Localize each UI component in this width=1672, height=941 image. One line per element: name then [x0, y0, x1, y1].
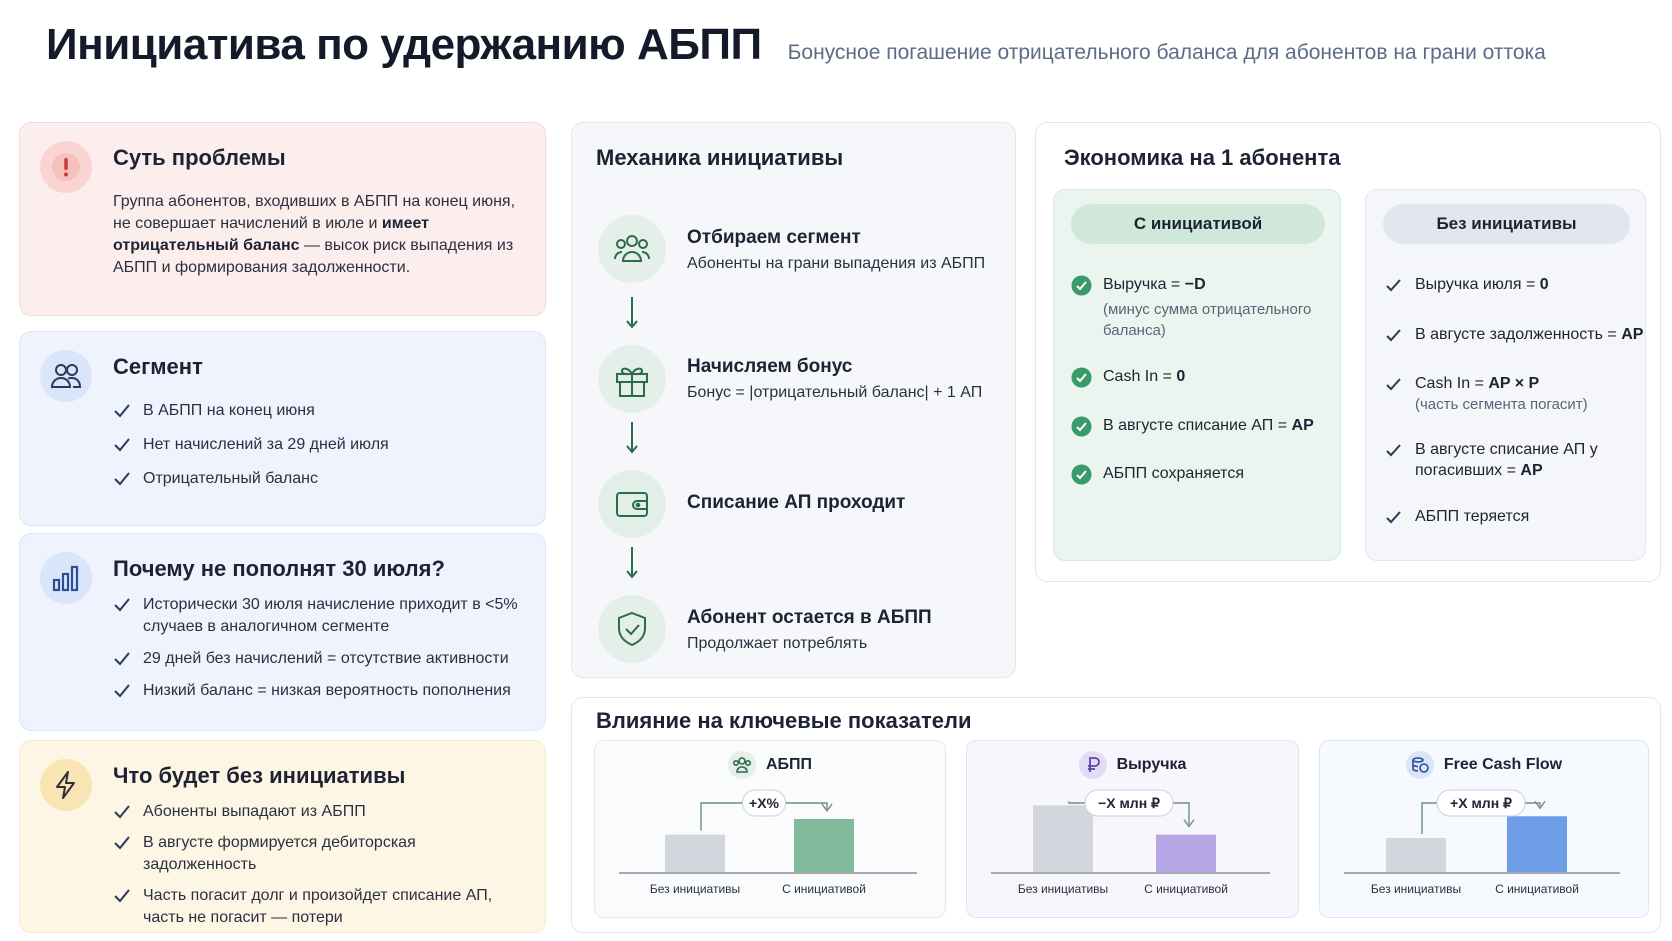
check-icon	[113, 835, 131, 851]
impact-panel-abpp	[594, 740, 946, 918]
check-icon	[113, 437, 131, 453]
list-item: Часть погасит долг и произойдет списание АП, часть не погасит — потери	[113, 885, 533, 929]
segment-title: Сегмент	[113, 354, 203, 379]
users-icon	[598, 215, 666, 283]
bar-without	[1386, 838, 1446, 872]
bar-label: С инициативой	[1495, 882, 1579, 896]
check-circle-icon	[1071, 416, 1092, 437]
arrow-down-icon	[624, 295, 640, 331]
impact-panel-fcf	[1319, 740, 1649, 918]
step-desc: Бонус = |отрицательный баланс| + 1 АП	[687, 384, 983, 401]
econ-item: АБПП сохраняется	[1071, 463, 1244, 484]
without-initiative-pill: Без инициативы	[1383, 204, 1630, 244]
econ-item: Выручка июля = 0	[1383, 274, 1549, 295]
econ-item: В августе задолженность = AP	[1383, 324, 1643, 345]
impact-panel-head: Выручка	[967, 751, 1298, 779]
impact-panel-revenue	[966, 740, 1299, 918]
arrow-down-icon	[624, 420, 640, 456]
impact-panel-head: АБПП	[595, 751, 945, 779]
without-initiative-list	[113, 801, 533, 941]
check-circle-icon	[1071, 275, 1092, 296]
check-icon	[1383, 275, 1404, 296]
bar-label: С инициативой	[1144, 882, 1228, 896]
bar-label: Без инициативы	[649, 882, 741, 896]
delta-label: +X%	[749, 795, 779, 811]
page-title: Инициатива по удержанию АБПП	[46, 20, 762, 69]
step-desc: Продолжает потреблять	[687, 635, 868, 652]
check-icon	[113, 651, 131, 667]
segment-list	[113, 400, 389, 502]
impact-chart	[967, 741, 1298, 917]
econ-item: В августе списание АП у погасивших = AP	[1383, 439, 1613, 481]
list-item: В АБПП на конец июня	[113, 400, 389, 422]
why-title: Почему не пополнят 30 июля?	[113, 556, 445, 581]
why-card	[19, 533, 546, 731]
page-header	[46, 20, 1546, 70]
bar-with	[1156, 835, 1216, 872]
bar-with	[1507, 816, 1567, 872]
check-icon	[113, 403, 131, 419]
bar-label: Без инициативы	[1370, 882, 1462, 896]
with-initiative-pill: С инициативой	[1071, 204, 1325, 244]
bar-chart-icon	[40, 552, 92, 604]
impact-chart	[1320, 741, 1648, 917]
bar-with	[794, 819, 854, 872]
impact-panel-head: Free Cash Flow	[1320, 751, 1648, 779]
problem-card	[19, 122, 546, 316]
step-title: Абонент остается в АБПП	[687, 607, 932, 628]
why-list	[113, 594, 533, 714]
bar-label: Без инициативы	[1017, 882, 1109, 896]
econ-item: Выручка = −D (минус сумма отрицательного баланса)	[1071, 274, 1340, 341]
without-initiative-column	[1365, 189, 1646, 561]
econ-item: В августе списание АП = AP	[1071, 415, 1314, 436]
bar-without	[665, 835, 725, 872]
wallet-icon	[598, 470, 666, 538]
economics-title: Экономика на 1 абонента	[1064, 145, 1341, 170]
with-initiative-column	[1053, 189, 1341, 561]
problem-text: Группа абонентов, входивших в АБПП на конец июня, не совершает начислений в июле и имеет отрицательный баланс — высок риск выпадения из АБПП и формирования задолженности.	[113, 193, 516, 276]
check-circle-icon	[1071, 367, 1092, 388]
check-icon	[1383, 325, 1404, 346]
check-circle-icon	[1071, 464, 1092, 485]
lightning-icon	[40, 759, 92, 811]
step-desc: Абоненты на грани выпадения из АБПП	[687, 255, 986, 272]
list-item: Абоненты выпадают из АБПП	[113, 801, 533, 823]
econ-item: Cash In = 0	[1071, 366, 1185, 387]
impact-card	[571, 697, 1661, 933]
users-icon	[40, 350, 92, 402]
list-item: Низкий баланс = низкая вероятность пополнения	[113, 680, 533, 702]
list-item: В августе формируется дебиторская задолженность	[113, 832, 533, 876]
check-icon	[113, 471, 131, 487]
page-subtitle: Бонусное погашение отрицательного баланса для абонентов на грани оттока	[787, 41, 1546, 64]
arrow-down-icon	[624, 545, 640, 581]
impact-title: Влияние на ключевые показатели	[596, 708, 972, 733]
check-icon	[113, 804, 131, 820]
economics-card	[1035, 122, 1661, 582]
problem-title: Суть проблемы	[113, 145, 286, 170]
check-icon	[1383, 374, 1404, 395]
list-item: Отрицательный баланс	[113, 468, 389, 490]
list-item: 29 дней без начислений = отсутствие активности	[113, 648, 533, 670]
bar-without	[1033, 805, 1093, 872]
step-title: Списание АП проходит	[687, 492, 906, 513]
econ-item: АБПП теряется	[1383, 506, 1529, 527]
step-title: Отбираем сегмент	[687, 227, 861, 248]
mechanics-title: Механика инициативы	[596, 145, 844, 170]
check-icon	[113, 597, 131, 613]
step-title: Начисляем бонус	[687, 356, 853, 377]
check-icon	[113, 888, 131, 904]
list-item: Исторически 30 июля начисление приходит в <5% случаев в аналогичном сегменте	[113, 594, 533, 638]
delta-label: −X млн ₽	[1098, 795, 1160, 811]
list-item: Нет начислений за 29 дней июля	[113, 434, 389, 456]
check-icon	[1383, 440, 1404, 461]
check-icon	[1383, 507, 1404, 528]
gift-icon	[598, 345, 666, 413]
check-icon	[113, 683, 131, 699]
delta-label: +X млн ₽	[1450, 795, 1512, 811]
segment-card	[19, 331, 546, 526]
econ-item: Cash In = AP × P (часть сегмента погасит)	[1383, 373, 1588, 415]
shield-check-icon	[598, 595, 666, 663]
impact-chart	[595, 741, 945, 917]
without-initiative-title: Что будет без инициативы	[113, 763, 406, 788]
mechanics-card	[571, 122, 1016, 678]
exclamation-icon	[40, 141, 92, 193]
bar-label: С инициативой	[782, 882, 866, 896]
without-initiative-card	[19, 740, 546, 933]
